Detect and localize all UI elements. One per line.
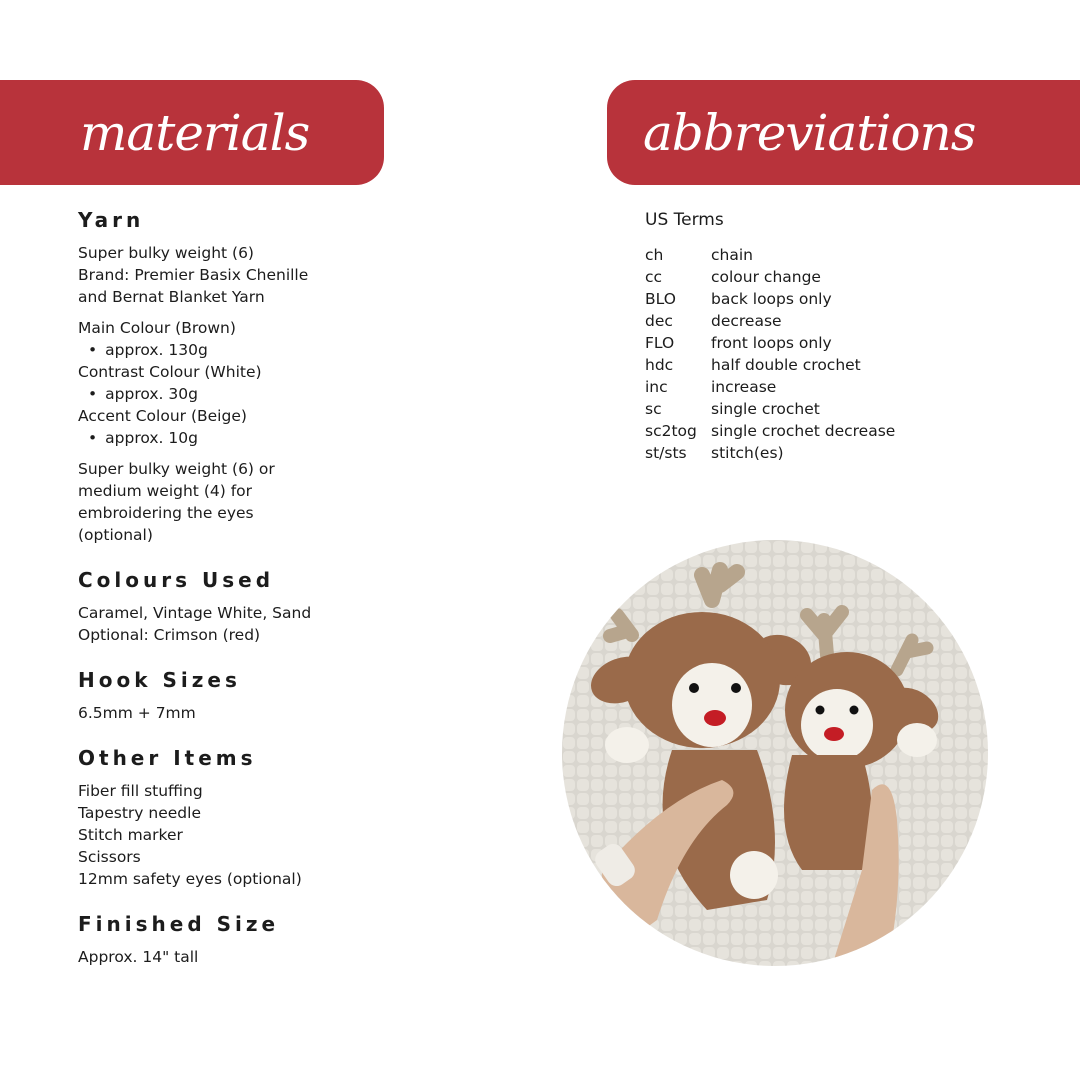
colours-line: Optional: Crimson (red): [78, 626, 261, 644]
hook-text: [78, 702, 368, 724]
abbreviation-meaning: half double crochet: [711, 356, 861, 374]
abbreviation-key: hdc: [645, 356, 674, 374]
hook-section: [78, 668, 368, 724]
other-item: Fiber fill stuffing: [78, 782, 203, 800]
eye-yarn-line: embroidering the eyes: [78, 504, 254, 522]
main-colour-amount: • approx. 130g: [78, 339, 368, 361]
yarn-line: Brand: Premier Basix Chenille: [78, 266, 309, 284]
hook-line: 6.5mm + 7mm: [78, 704, 196, 722]
abbreviation-meaning: chain: [711, 246, 753, 264]
abbreviation-row: [645, 332, 895, 354]
materials-banner: [0, 80, 384, 185]
yarn-section: [78, 208, 368, 546]
finished-size-section: [78, 912, 368, 968]
accent-colour-label: Accent Colour (Beige): [78, 407, 247, 425]
abbreviation-key: cc: [645, 268, 663, 286]
abbreviations-column: [645, 210, 1045, 464]
abbreviation-meaning: colour change: [711, 268, 821, 286]
abbreviation-row: [645, 420, 895, 442]
yarn-line: Super bulky weight (6): [78, 244, 254, 262]
yarn-weight-text: [78, 242, 368, 308]
abbreviation-key: sc2tog: [645, 422, 697, 440]
abbreviation-meaning: front loops only: [711, 334, 832, 352]
contrast-colour-amount: • approx. 30g: [78, 383, 368, 405]
eye-yarn-line: Super bulky weight (6) or: [78, 460, 275, 478]
other-item: 12mm safety eyes (optional): [78, 870, 302, 888]
yarn-line: and Bernat Blanket Yarn: [78, 288, 265, 306]
abbreviation-row: [645, 354, 895, 376]
abbreviations-banner: [607, 80, 1080, 185]
abbreviation-row: [645, 266, 895, 288]
finished-size-heading: Finished Size: [78, 912, 280, 936]
eye-yarn-line: medium weight (4) for: [78, 482, 253, 500]
other-item: Tapestry needle: [78, 804, 201, 822]
abbreviation-meaning: decrease: [711, 312, 782, 330]
us-terms-label: US Terms: [645, 210, 724, 230]
main-colour-label: Main Colour (Brown): [78, 319, 236, 337]
abbreviation-meaning: increase: [711, 378, 777, 396]
other-item: Stitch marker: [78, 826, 183, 844]
abbreviations-title: abbreviations: [643, 103, 976, 162]
abbreviation-row: [645, 442, 895, 464]
abbreviation-meaning: stitch(es): [711, 444, 784, 462]
materials-column: [78, 208, 368, 990]
contrast-colour-label: Contrast Colour (White): [78, 363, 262, 381]
abbreviation-row: [645, 310, 895, 332]
abbreviation-key: ch: [645, 246, 664, 264]
finished-size-text: [78, 946, 368, 968]
abbreviation-meaning: single crochet decrease: [711, 422, 896, 440]
other-items-heading: Other Items: [78, 746, 257, 770]
yarn-heading: Yarn: [78, 208, 145, 232]
eye-yarn-text: [78, 458, 368, 546]
abbreviation-key: inc: [645, 378, 668, 396]
abbreviation-key: sc: [645, 400, 662, 418]
abbreviation-meaning: single crochet: [711, 400, 820, 418]
other-items-section: [78, 746, 368, 890]
colours-line: Caramel, Vintage White, Sand: [78, 604, 312, 622]
reindeer-plush-photo: [562, 540, 988, 966]
eye-yarn-line: (optional): [78, 526, 153, 544]
abbreviation-meaning: back loops only: [711, 290, 832, 308]
other-items-list: [78, 780, 368, 890]
accent-colour-amount: • approx. 10g: [78, 427, 368, 449]
colours-section: [78, 568, 368, 646]
abbreviation-key: BLO: [645, 290, 676, 308]
yarn-colours-list: [78, 317, 368, 449]
hook-heading: Hook Sizes: [78, 668, 241, 692]
finished-size-line: Approx. 14" tall: [78, 948, 199, 966]
other-item: Scissors: [78, 848, 141, 866]
abbreviation-row: [645, 244, 895, 266]
abbreviation-key: st/sts: [645, 444, 687, 462]
abbreviation-key: dec: [645, 312, 673, 330]
reindeer-illustration: [562, 540, 988, 966]
colours-heading: Colours Used: [78, 568, 275, 592]
materials-title: materials: [80, 103, 310, 162]
abbreviation-row: [645, 376, 895, 398]
abbreviations-table: [645, 244, 895, 464]
abbreviation-row: [645, 288, 895, 310]
abbreviation-row: [645, 398, 895, 420]
colours-text: [78, 602, 368, 646]
abbreviation-key: FLO: [645, 334, 675, 352]
